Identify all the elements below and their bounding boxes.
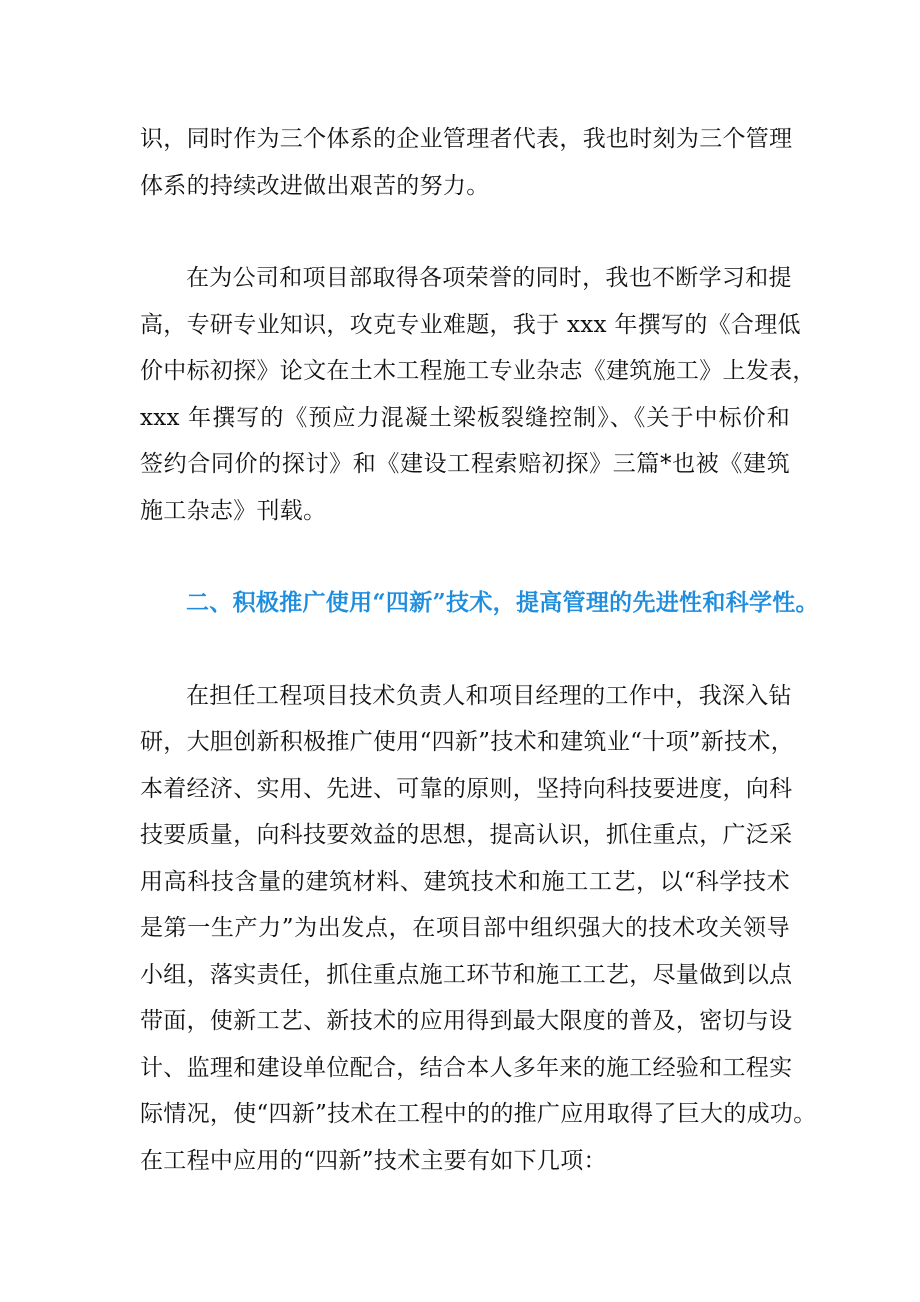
paragraph-line: 带面，使新工艺、新技术的应用得到最大限度的普及，密切与设 <box>140 1008 793 1034</box>
paragraph-line: 在工程中应用的“四新”技术主要有如下几项： <box>140 1147 607 1174</box>
paragraph-1 <box>140 116 793 209</box>
paragraph-line: 价中标初探》论文在土木工程施工专业杂志《建筑施工》上发表， <box>140 358 816 384</box>
paragraph-spacer <box>140 534 790 580</box>
paragraph-line: 小组，落实责任，抓住重点施工环节和施工工艺，尽量做到以点 <box>140 961 793 988</box>
document-page <box>140 116 819 1184</box>
paragraph-line: 技要质量，向科技要效益的思想，提高认识，抓住重点，广泛采 <box>140 822 793 848</box>
paragraph-line: 际情况，使“四新”技术在工程中的的推广应用取得了巨大的成功。 <box>140 1101 817 1127</box>
paragraph-2 <box>140 255 816 534</box>
paragraph-line: 用高科技含量的建筑材料、建筑技术和施工工艺，以“科学技术 <box>140 868 790 895</box>
paragraph-line: 识，同时作为三个体系的企业管理者代表，我也时刻为三个管理 <box>140 126 793 152</box>
paragraph-line: 施工杂志》刊载。 <box>140 497 327 524</box>
paragraph-line: 研，大胆创新积极推广使用“四新”技术和建筑业“十项”新技术， <box>140 729 795 755</box>
paragraph-line: 高，专研专业知识，攻克专业难题，我于 xxx 年撰写的《合理低 <box>140 311 801 338</box>
paragraph-line: xxx 年撰写的《预应力混凝土梁板裂缝控制》、《关于中标价和 <box>140 404 790 431</box>
paragraph-line: 签约合同价的探讨》和《建设工程索赔初探》三篇*也被《建筑 <box>140 451 790 477</box>
section-heading <box>140 580 819 627</box>
paragraph-3 <box>140 673 817 1185</box>
paragraph-line: 是第一生产力”为出发点，在项目部中组织强大的技术攻关领导 <box>140 915 790 941</box>
section-heading-text: 二、积极推广使用“四新”技术，提高管理的先进性和科学性。 <box>186 589 819 616</box>
paragraph-spacer <box>140 627 790 673</box>
paragraph-line: 计、监理和建设单位配合，结合本人多年来的施工经验和工程实 <box>140 1054 793 1081</box>
paragraph-spacer <box>140 209 790 255</box>
paragraph-line: 在担任工程项目技术负责人和项目经理的工作中，我深入钻 <box>186 682 792 709</box>
paragraph-line: 体系的持续改进做出艰苦的努力。 <box>140 172 490 199</box>
paragraph-line: 在为公司和项目部取得各项荣誉的同时，我也不断学习和提 <box>186 265 792 291</box>
paragraph-line: 本着经济、实用、先进、可靠的原则，坚持向科技要进度，向科 <box>140 775 793 802</box>
